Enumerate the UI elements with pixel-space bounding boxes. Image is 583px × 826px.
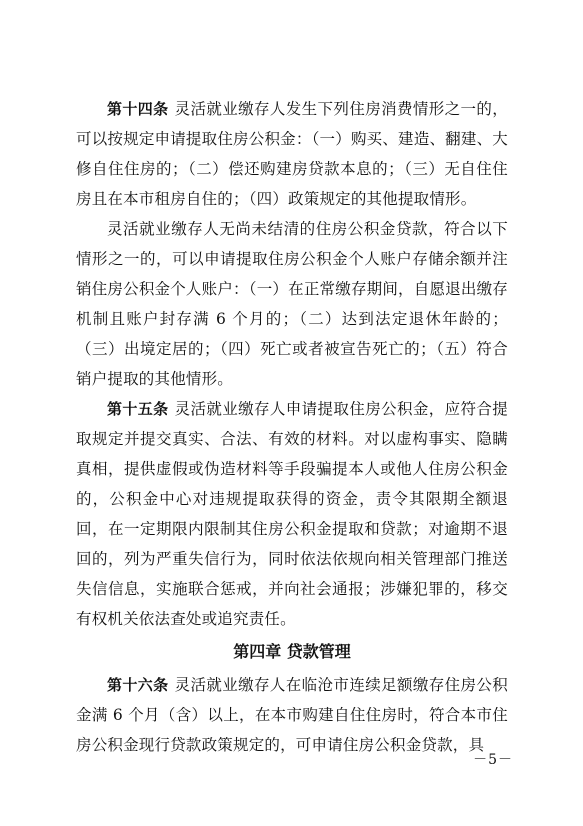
article-16-text: 灵活就业缴存人在临沧市连续足额缴存住房公积金满 6 个月（含）以上，在本市购建自住住房时，符合本市住房公积金现行贷款政策规定的，可申请住房公积金贷款，具	[76, 676, 509, 754]
chapter-heading: 第四章 贷款管理	[233, 642, 351, 661]
article-16-paragraph	[76, 670, 508, 760]
article-14-second-paragraph	[76, 214, 508, 394]
article-15-paragraph	[76, 394, 508, 634]
article-16-label: 第十六条	[107, 676, 169, 694]
article-14-text: 灵活就业缴存人发生下列住房消费情形之一的，可以按规定申请提取住房公积金：（一）购买、建造、翻建、大修自住住房的；（二）偿还购建房贷款本息的；（三）无自住住房且在本市租房自住的；（四）政策规定的其他提取情形。	[76, 100, 509, 208]
page-number: －5－	[473, 752, 513, 768]
body-text	[76, 94, 508, 760]
article-14-second-text: 灵活就业缴存人无尚未结清的住房公积金贷款，符合以下情形之一的，可以申请提取住房公积金个人账户存储余额并注销住房公积金个人账户：（一）在正常缴存期间，自愿退出缴存机制且账户封存满 6 个月的；（二）达到法定退休年龄的；（三）出境定居的；（四）死亡或者被宣告死亡的；（五）符合销户提取的其他情形。	[76, 220, 508, 388]
article-14-label: 第十四条	[107, 100, 169, 118]
article-15-label: 第十五条	[107, 400, 169, 418]
article-15-text: 灵活就业缴存人申请提取住房公积金，应符合提取规定并提交真实、合法、有效的材料。对以虚构事实、隐瞒真相，提供虚假或伪造材料等手段骗提本人或他人住房公积金的，公积金中心对违规提取获得的资金，责令其限期全额退回，在一定期限内限制其住房公积金提取和贷款；对逾期不退回的，列为严重失信行为，同时依法依规向相关管理部门推送失信信息，实施联合惩戒，并向社会通报；涉嫌犯罪的，移交有权机关依法查处或追究责任。	[76, 400, 509, 628]
article-14-paragraph	[76, 94, 508, 214]
